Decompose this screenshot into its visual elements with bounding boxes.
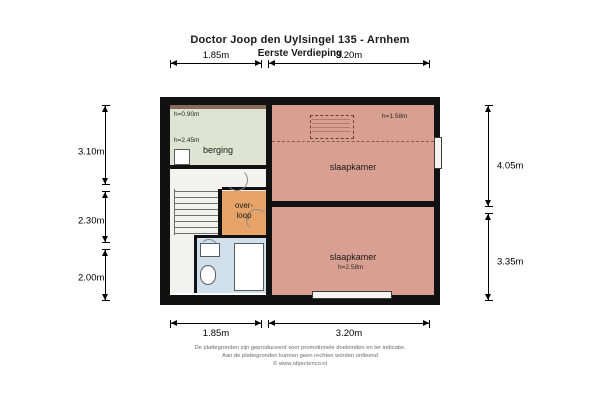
- page-subtitle: Eerste Verdieping: [257, 48, 343, 59]
- slaapkamer-2-label: slaapkamer: [329, 252, 377, 262]
- dimension-bottom-2: [268, 323, 430, 324]
- dimension-bottom-1-label: 1.85m: [202, 328, 230, 339]
- footer-line-3: © www.objectenco.nl: [273, 361, 327, 367]
- stair-rail: [174, 189, 175, 235]
- page-title: Doctor Joop den Uylsingel 135 - Arnhem: [190, 34, 410, 46]
- dimension-left-1: [105, 105, 106, 185]
- wall-right: [434, 97, 440, 305]
- wall-bottom: [160, 295, 440, 305]
- wall-top: [160, 97, 440, 105]
- dimension-left-2: [105, 191, 106, 243]
- slaapkamer-1-label: slaapkamer: [329, 162, 377, 172]
- room-slaapkamer-2: [272, 207, 434, 295]
- footer-line-2: Aan de plattegronden kunnen geen rechten worden ontleend: [222, 353, 378, 359]
- berging-height-label: h=2.45m: [174, 137, 200, 144]
- roof-slope-line-1: [272, 141, 434, 142]
- dimension-bottom-2-label: 3.20m: [335, 328, 363, 339]
- dimension-left-2-label: 2.30m: [78, 215, 105, 227]
- dimension-top-2-label: 3.20m: [335, 50, 363, 61]
- berging-top-height-label: h=0.90m: [174, 111, 200, 118]
- dimension-right-2-label: 3.35m: [497, 256, 524, 268]
- dormer-hatch: [312, 119, 350, 135]
- window-bedroom-2: [312, 291, 392, 299]
- wall-between-bedrooms: [272, 201, 434, 207]
- slaapkamer-1-height-label: h=1.58m: [382, 113, 408, 120]
- wall-overloop-left: [218, 189, 222, 237]
- floorplan-drawing: [160, 97, 440, 305]
- wall-left: [160, 97, 170, 305]
- wall-bathroom-left: [194, 235, 197, 293]
- dimension-top-1-label: 1.85m: [202, 50, 230, 61]
- dimension-left-3-label: 2.00m: [78, 272, 105, 284]
- dimension-right-2: [488, 213, 489, 301]
- wall-berging-bottom: [170, 165, 266, 169]
- door-arc-berging: [226, 169, 248, 191]
- dimension-top-2: [268, 63, 430, 64]
- sink-fixture: [200, 243, 220, 257]
- shower-fixture: [234, 243, 264, 291]
- toilet-fixture: [200, 265, 216, 285]
- boiler-fixture: [174, 149, 190, 165]
- footer-line-1: De plattegronden zijn geproduceerd voor promotionele doeleinden en ter indicatie.: [194, 345, 406, 351]
- dimension-left-3: [105, 249, 106, 301]
- dimension-right-1-label: 4.05m: [497, 160, 524, 172]
- slaapkamer-2-height-label: h=2.58m: [338, 264, 364, 271]
- dimension-left-1-label: 3.10m: [78, 146, 105, 158]
- dimension-top-1: [170, 63, 262, 64]
- wall-bathroom-top: [194, 235, 266, 238]
- berging-label: berging: [202, 145, 234, 155]
- overloop-label-line2: loop: [236, 211, 252, 220]
- overloop-label-line1: over-: [234, 201, 254, 210]
- window-bedroom-1-right: [434, 137, 442, 169]
- dimension-right-1: [488, 105, 489, 207]
- staircase: [174, 189, 218, 235]
- dimension-bottom-1: [170, 323, 262, 324]
